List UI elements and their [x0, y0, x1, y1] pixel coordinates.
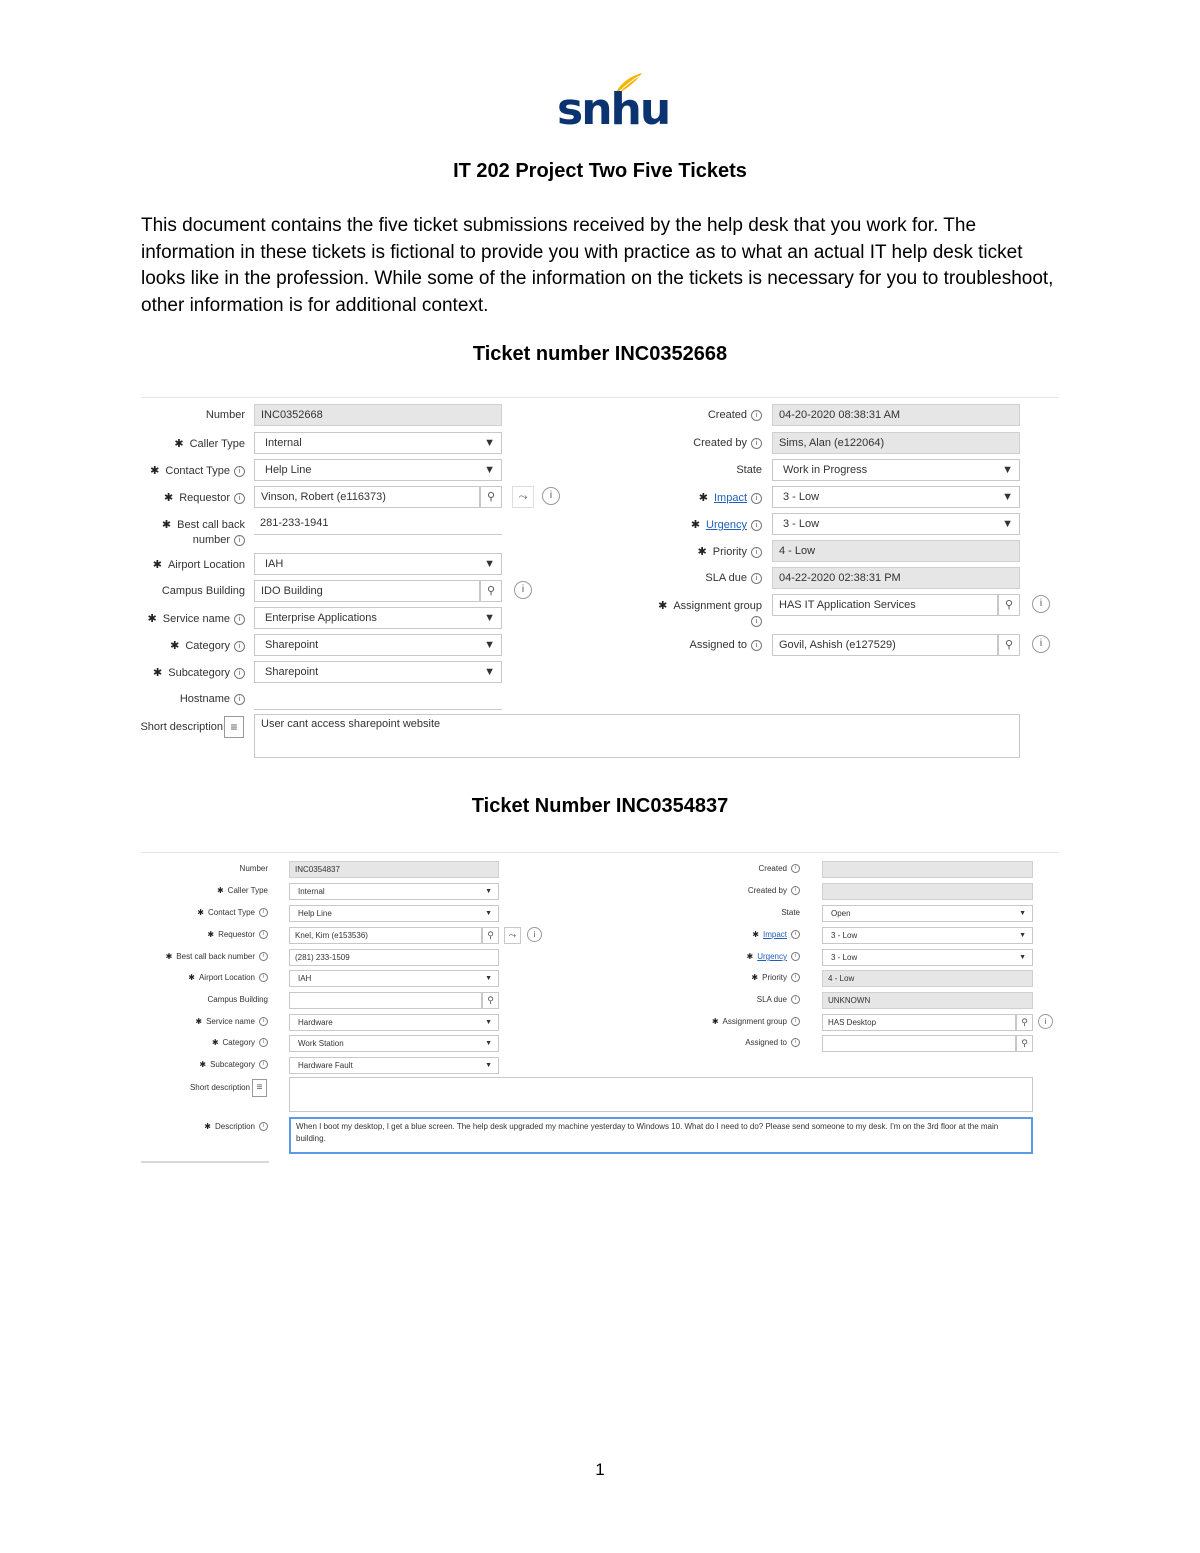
requestor-field[interactable]: Knel, Kim (e153536) [289, 927, 482, 944]
best-call-back-label: ✱ Best call back number i [110, 952, 268, 961]
search-icon[interactable]: ⚲ [482, 927, 499, 944]
dropdown-icon: ▼ [485, 1019, 492, 1026]
campus-building-label: Campus Building [161, 585, 245, 597]
logo-text: snhu [557, 84, 670, 135]
info-icon: i [259, 1122, 268, 1131]
airport-location-select[interactable]: IAH ▼ [289, 970, 499, 987]
search-icon[interactable]: ⚲ [998, 634, 1020, 656]
impact-link[interactable]: Impact [762, 930, 787, 939]
number-label: Number [205, 409, 245, 421]
category-label: ✱ Category i [110, 1038, 268, 1047]
dropdown-icon: ▼ [484, 666, 495, 678]
urgency-label: ✱ Urgency i [640, 952, 800, 961]
requestor-label: ✱ Requestor i [80, 491, 245, 504]
info-icon: i [259, 973, 268, 982]
info-icon: i [791, 864, 800, 873]
search-icon[interactable]: ⚲ [1016, 1035, 1033, 1052]
state-label: State [736, 464, 762, 476]
requestor-field[interactable]: Vinson, Robert (e116373) [254, 486, 480, 508]
info-icon: i [234, 641, 245, 652]
category-select[interactable]: Work Station ▼ [289, 1035, 499, 1052]
info-icon: i [791, 1038, 800, 1047]
ticket-2-heading: Ticket Number INC0354837 [471, 795, 729, 817]
sla-due-field[interactable]: UNKNOWN [822, 992, 1033, 1009]
description-field[interactable]: When I boot my desktop, I get a blue screen. The help desk upgraded my machine yesterday to Windows 10. What do I need to do? Please send someone to my desk. I'm on the 3rd floor at the main building. [289, 1117, 1033, 1154]
urgency-select[interactable]: 3 - Low ▼ [822, 949, 1033, 966]
priority-label: ✱ Priority i [600, 545, 762, 558]
short-description-label: Short description [189, 1083, 250, 1092]
assigned-to-field[interactable]: Govil, Ashish (e127529) [772, 634, 998, 656]
urgency-select[interactable]: 3 - Low ▼ [772, 513, 1020, 535]
contact-type-label: ✱ Contact Type i [80, 464, 245, 477]
assigned-to-label: Assigned to i [640, 1038, 800, 1047]
info-icon[interactable]: i [1032, 635, 1050, 653]
caller-type-select[interactable]: Internal ▼ [289, 883, 499, 900]
scrollbar[interactable] [141, 1161, 269, 1163]
search-icon[interactable]: ⚲ [998, 594, 1020, 616]
info-icon[interactable]: i [1038, 1014, 1053, 1029]
dropdown-icon: ▼ [485, 975, 492, 982]
search-icon[interactable]: ⚲ [482, 992, 499, 1009]
divider [141, 852, 1059, 853]
dropdown-icon: ▼ [484, 437, 495, 449]
impact-label: ✱ Impact i [640, 930, 800, 939]
created-by-field[interactable] [822, 883, 1033, 900]
number-field[interactable]: INC0354837 [289, 861, 499, 878]
created-field[interactable]: 04-20-2020 08:38:31 AM [772, 404, 1020, 426]
dropdown-icon: ▼ [1019, 932, 1026, 939]
created-label: Created i [640, 864, 800, 873]
hostname-field[interactable] [254, 688, 502, 710]
dropdown-icon: ▼ [484, 558, 495, 570]
best-call-back-field[interactable]: (281) 233-1509 [289, 949, 499, 966]
impact-link[interactable]: Impact [713, 492, 747, 504]
requestor-label: ✱ Requestor i [110, 930, 268, 939]
short-description-field[interactable]: User cant access sharepoint website [254, 714, 1020, 758]
info-icon: i [259, 908, 268, 917]
caller-type-select[interactable]: Internal ▼ [254, 432, 502, 454]
impact-select[interactable]: 3 - Low ▼ [822, 927, 1033, 944]
info-icon: i [234, 493, 245, 504]
info-icon: i [751, 640, 762, 651]
caller-type-label: ✱ Caller Type [216, 886, 268, 895]
state-select[interactable]: Open ▼ [822, 905, 1033, 922]
urgency-link[interactable]: Urgency [706, 519, 747, 531]
best-call-back-label-2: number i [80, 534, 245, 546]
airport-location-select[interactable]: IAH ▼ [254, 553, 502, 575]
info-icon: i [259, 930, 268, 939]
info-icon[interactable]: i [1032, 595, 1050, 613]
subcategory-select[interactable]: Hardware Fault ▼ [289, 1057, 499, 1074]
service-name-label: ✱ Service name i [110, 1017, 268, 1026]
best-call-back-label: ✱ Best call back [161, 519, 245, 531]
priority-field[interactable]: 4 - Low [772, 540, 1020, 562]
assignment-group-info [600, 615, 762, 627]
info-icon: i [234, 535, 245, 546]
sla-due-label: SLA due i [600, 572, 762, 584]
created-by-field[interactable]: Sims, Alan (e122064) [772, 432, 1020, 454]
priority-field[interactable]: 4 - Low [822, 970, 1033, 987]
caller-type-label: ✱ Caller Type [174, 438, 245, 450]
subcategory-label: ✱ Subcategory i [80, 666, 245, 679]
snhu-logo [557, 72, 670, 135]
info-icon: i [259, 952, 268, 961]
created-field[interactable] [822, 861, 1033, 878]
created-by-label: Created by i [600, 437, 762, 449]
info-icon: i [791, 1017, 800, 1026]
created-by-label: Created by i [640, 886, 800, 895]
dropdown-icon: ▼ [1002, 491, 1013, 503]
info-icon: i [234, 614, 245, 625]
info-icon: i [791, 886, 800, 895]
urgency-label: ✱ Urgency i [600, 518, 762, 531]
required-icon: ✱ [174, 438, 184, 450]
info-icon: i [751, 573, 762, 584]
info-icon: i [259, 1060, 268, 1069]
assignment-group-label: ✱ Assignment group [658, 600, 762, 612]
info-icon[interactable]: i [527, 927, 542, 942]
campus-building-label: Campus Building [207, 995, 268, 1004]
assigned-to-label: Assigned to i [600, 639, 762, 651]
sla-due-field[interactable]: 04-22-2020 02:38:31 PM [772, 567, 1020, 589]
info-icon: i [751, 438, 762, 449]
service-name-label: ✱ Service name i [80, 612, 245, 625]
info-icon: i [259, 1017, 268, 1026]
category-label: ✱ Category i [80, 639, 245, 652]
info-icon: i [791, 995, 800, 1004]
info-icon: i [234, 694, 245, 705]
dropdown-icon: ▼ [1019, 910, 1026, 917]
urgency-link[interactable]: Urgency [757, 952, 787, 961]
page-number: 1 [595, 1460, 605, 1479]
info-icon: i [751, 547, 762, 558]
search-icon[interactable]: ⚲ [1016, 1014, 1033, 1031]
number-field[interactable]: INC0352668 [254, 404, 502, 426]
category-select[interactable]: Sharepoint ▼ [254, 634, 502, 656]
info-icon[interactable]: i [514, 581, 532, 599]
state-label: State [781, 908, 800, 917]
airport-location-label: ✱ Airport Location i [110, 973, 268, 982]
short-description-label: Short description [140, 721, 223, 733]
info-icon: i [791, 973, 800, 982]
number-label: Number [239, 864, 268, 873]
impact-select[interactable]: 3 - Low ▼ [772, 486, 1020, 508]
description-label: ✱ Description i [110, 1122, 268, 1131]
divider [141, 397, 1059, 398]
assignment-group-field[interactable]: HAS IT Application Services [772, 594, 998, 616]
priority-label: ✱ Priority i [640, 973, 800, 982]
contact-type-select[interactable]: Help Line ▼ [254, 459, 502, 481]
dependency-icon[interactable]: ⤳ [512, 486, 534, 508]
dropdown-icon: ▼ [1019, 954, 1026, 961]
search-icon[interactable]: ⚲ [480, 580, 502, 602]
info-icon: i [234, 668, 245, 679]
info-icon: i [751, 520, 762, 531]
assignment-group-field[interactable]: HAS Desktop [822, 1014, 1016, 1031]
subcategory-label: ✱ Subcategory i [110, 1060, 268, 1069]
info-icon: i [791, 930, 800, 939]
best-call-back-field[interactable]: 281-233-1941 [254, 513, 502, 535]
search-icon[interactable]: ⚲ [480, 486, 502, 508]
dropdown-icon: ▼ [485, 1062, 492, 1069]
assignment-group-label: ✱ Assignment group i [640, 1017, 800, 1026]
notes-icon[interactable]: ≡ [252, 1079, 267, 1097]
info-icon: i [751, 616, 762, 627]
subcategory-select[interactable]: Sharepoint ▼ [254, 661, 502, 683]
ticket-1-heading: Ticket number INC0352668 [472, 343, 728, 365]
sla-due-label: SLA due i [640, 995, 800, 1004]
state-select[interactable]: Work in Progress ▼ [772, 459, 1020, 481]
hostname-label: Hostname i [80, 693, 245, 705]
service-name-select[interactable]: Hardware ▼ [289, 1014, 499, 1031]
dropdown-icon: ▼ [484, 639, 495, 651]
dropdown-icon: ▼ [485, 888, 492, 895]
intro-paragraph: This document contains the five ticket submissions received by the help desk that you work for. The information in these tickets is fictional to provide you with practice as to what an actual IT help desk ticket looks like in the profession. While some of the information on the tickets is necessary for you to troubleshoot, other information is for additional context. [141, 215, 1054, 316]
info-icon: i [751, 410, 762, 421]
created-label: Created i [600, 409, 762, 421]
dropdown-icon: ▼ [484, 464, 495, 476]
info-icon: i [751, 493, 762, 504]
airport-location-label: ✱ Airport Location [152, 559, 245, 571]
assigned-to-field[interactable] [822, 1035, 1016, 1052]
dropdown-icon: ▼ [1002, 464, 1013, 476]
document-title: IT 202 Project Two Five Tickets [453, 160, 747, 182]
dropdown-icon: ▼ [484, 612, 495, 624]
campus-building-field[interactable]: IDO Building [254, 580, 480, 602]
info-icon: i [234, 466, 245, 477]
notes-icon[interactable]: ≡ [224, 716, 244, 738]
service-name-select[interactable]: Enterprise Applications ▼ [254, 607, 502, 629]
contact-type-select[interactable]: Help Line ▼ [289, 905, 499, 922]
campus-building-field[interactable] [289, 992, 482, 1009]
dropdown-icon: ▼ [485, 910, 492, 917]
impact-label: ✱ Impact i [600, 491, 762, 504]
info-icon: i [791, 952, 800, 961]
dropdown-icon: ▼ [485, 1040, 492, 1047]
short-description-field[interactable] [289, 1077, 1033, 1112]
dropdown-icon: ▼ [1002, 518, 1013, 530]
info-icon[interactable]: i [542, 487, 560, 505]
dependency-icon[interactable]: ⤳ [504, 927, 521, 944]
info-icon: i [259, 1038, 268, 1047]
contact-type-label: ✱ Contact Type i [110, 908, 268, 917]
